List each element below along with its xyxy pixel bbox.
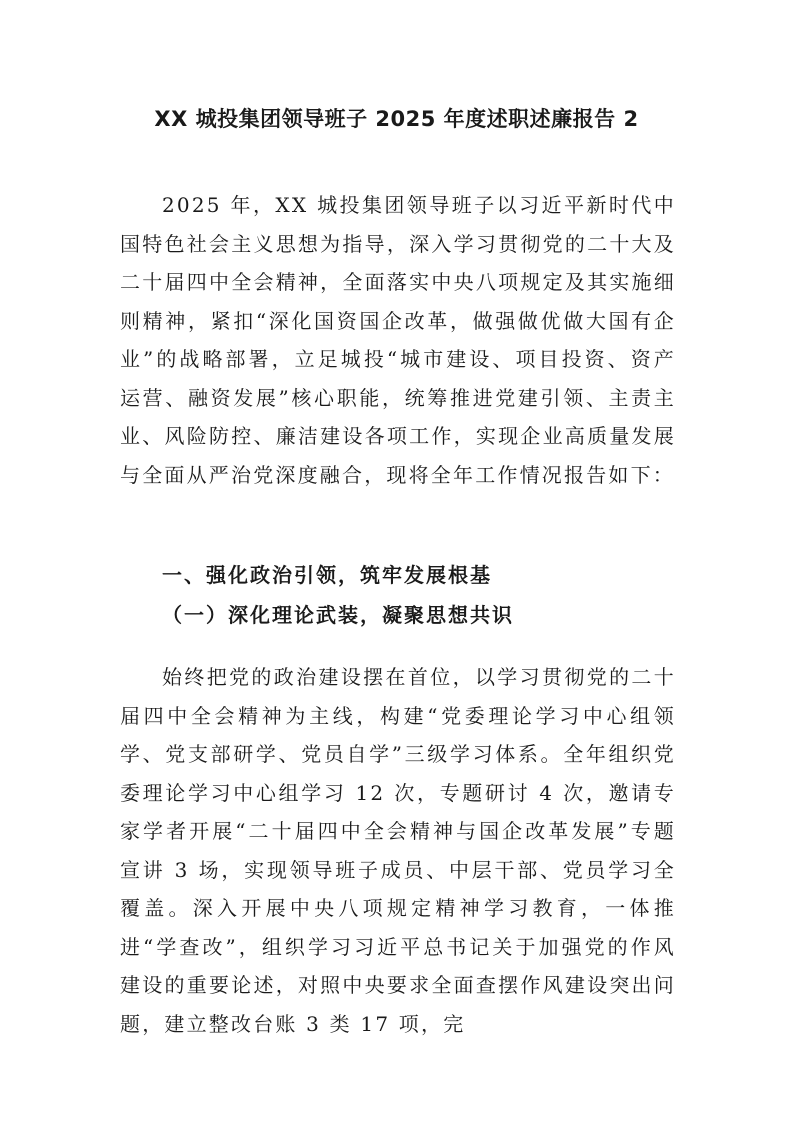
subsection-paragraph: 始终把党的政治建设摆在首位，以学习贯彻党的二十届四中全会精神为主线，构建“党委理论学习中心组领学、党支部研学、党员自学”三级学习体系。全年组织党委理论学习中心组学习 12 次，专题研讨 4 次，邀请专家学者开展“二十届四中全会精神与国企改革发展”专题宣讲 3 场，实现领导班子成员、中层干部、党员学习全覆盖。深入开展中央八项规定精神学习教育，一体推进“学查改”，组织学习习近平总书记关于加强党的作风建设的重要论述，对照中央要求全面查摆作风建设突出问题，建立整改台账 3 类 17 项，完 [120,665,676,1036]
document-title: XX 城投集团领导班子 2025 年度述职述廉报告 2 [154,107,639,131]
section-heading: 一、强化政治引领，筑牢发展根基 [162,563,492,587]
subsection-heading: （一）深化理论武装，凝聚思想共识 [162,603,514,627]
intro-paragraph: 2025 年，XX 城投集团领导班子以习近平新时代中国特色社会主义思想为指导，深入学习贯彻党的二十大及二十届四中全会精神，全面落实中央八项规定及其实施细则精神，紧扣“深化国资国企改革，做强做优做大国有企业”的战略部署，立足城投“城市建设、项目投资、资产运营、融资发展”核心职能，统筹推进党建引领、主责主业、风险防控、廉洁建设各项工作，实现企业高质量发展与全面从严治党深度融合，现将全年工作情况报告如下： [120,193,676,487]
